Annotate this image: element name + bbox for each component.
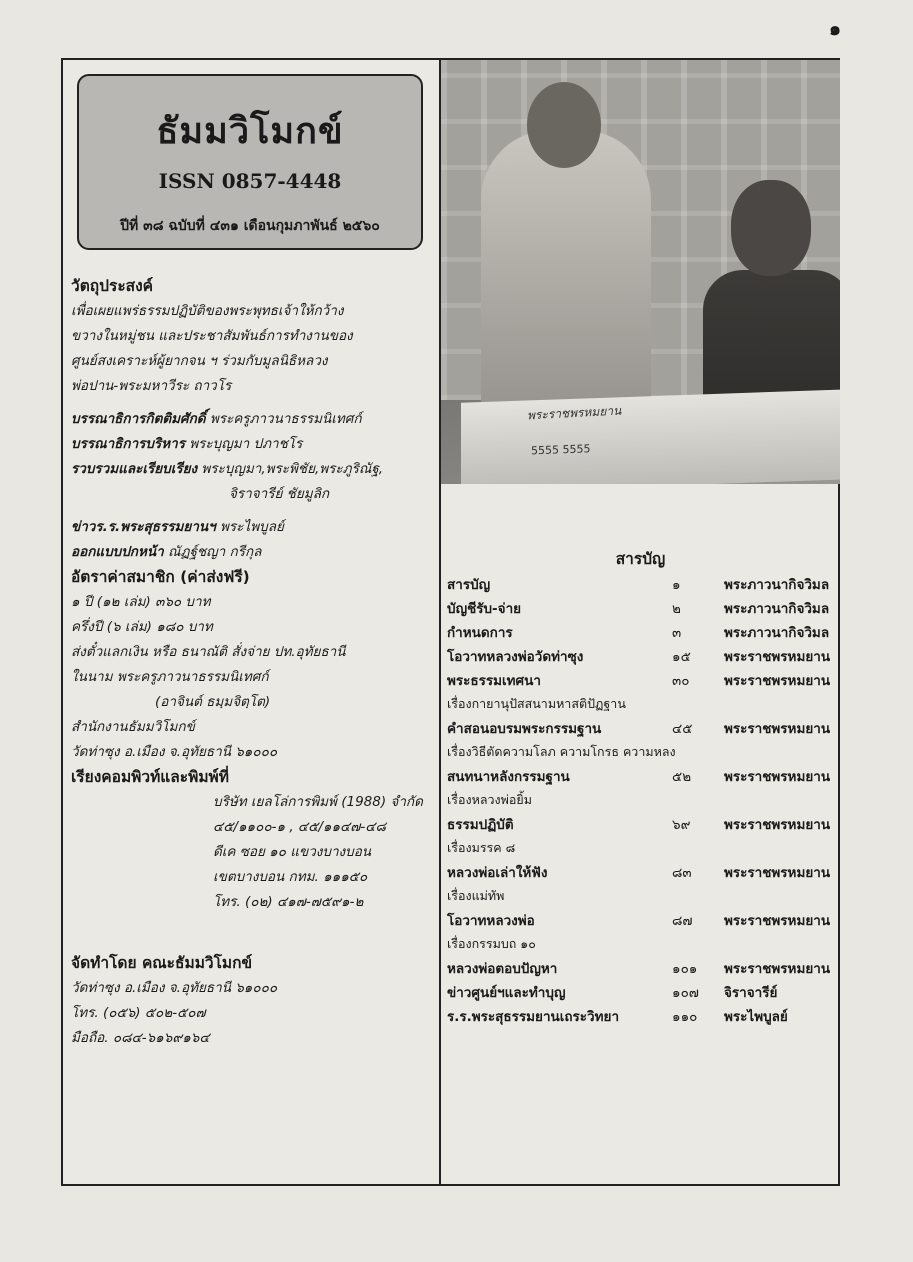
photo-keyboard-label: พระราชพรหมยาน [526, 403, 622, 423]
toc-entry-page: ๖๙ [672, 817, 691, 833]
toc-entry [447, 716, 839, 740]
toc-entry [447, 764, 839, 788]
subscription-line: ๑ ปี (๑๒ เล่ม) ๓๖๐ บาท [71, 594, 211, 610]
toc-entry [447, 668, 839, 692]
cover-photo [441, 60, 840, 484]
toc-entry-subtitle: เรื่องหลวงพ่อยิ้ม [447, 792, 532, 807]
toc-entry [447, 956, 839, 980]
toc-entry [447, 860, 839, 884]
toc-entry-subtitle: เรื่องมรรค ๘ [447, 840, 516, 855]
photo-keys-text: 5555 5555 [531, 442, 591, 458]
toc-entry [447, 596, 839, 620]
toc-entry-author: พระราชพรหมยาน [724, 865, 831, 881]
subscription-line: (อาจินต์ ธมฺมจิตฺโต) [155, 694, 271, 710]
objective-line: เพื่อเผยแพร่ธรรมปฏิบัติของพระพุทธเจ้าให้กว้าง [71, 303, 344, 319]
subscription-line: ครึ่งปี (๖ เล่ม) ๑๘๐ บาท [71, 619, 213, 635]
objective-line: พ่อปาน-พระมหาวีระ ถาวโร [71, 378, 232, 394]
objective-line: ศูนย์สงเคราะห์ผู้ยากจน ฯ ร่วมกับมูลนิธิหลวง [71, 353, 328, 369]
objective-line: ขวางในหมู่ชน และประชาสัมพันธ์การทำงานของ [71, 328, 353, 344]
toc-entry-title: ธรรมปฏิบัติ [447, 817, 514, 833]
toc-entry-title: โอวาทหลวงพ่อ [447, 913, 535, 929]
page-frame [61, 58, 840, 1186]
issn: ISSN 0857-4448 [158, 169, 342, 193]
toc-entry-subtitle: เรื่องกายานุปัสสนามหาสติปัฏฐาน [447, 696, 626, 711]
toc-entry-page: ๓ [672, 625, 682, 641]
printer-line: โทร. (๐๒) ๔๑๗-๗๕๙๑-๒ [213, 894, 364, 910]
magazine-title: ธัมมวิโมกข์ [156, 110, 344, 152]
toc-entry-page: ๒ [672, 601, 681, 617]
subscription-line: ส่งตั๋วแลกเงิน หรือ ธนาณัติ สั่งจ่าย ปท.อุทัยธานี [71, 644, 346, 660]
toc-entry-author: พระภาวนากิจวิมล [724, 577, 830, 593]
left-column [71, 274, 433, 1051]
printer-heading: เรียงคอมพิวท์และพิมพ์ที่ [71, 768, 229, 786]
toc-entry-page: ๘๗ [672, 913, 693, 929]
staff-compiler: รวบรวมและเรียบเรียง พระบุญมา,พระพิชัย,พระภูริณัฐ, [71, 461, 384, 477]
toc-entry-author: พระราชพรหมยาน [724, 721, 831, 737]
toc-entry-page: ๑๐๗ [672, 985, 699, 1001]
toc-entry-title: หลวงพ่อเล่าให้ฟัง [447, 865, 548, 881]
publisher-line: วัดท่าซุง อ.เมือง จ.อุทัยธานี ๖๑๐๐๐ [71, 980, 278, 996]
staff-cover: ออกแบบปกหน้า ณัฏฐ์ชญา กรีกุล [71, 544, 262, 560]
toc-entry-title: โอวาทหลวงพ่อวัดท่าซุง [447, 649, 584, 665]
toc-entry-subtitle: เรื่องวิธีตัดความโลภ ความโกรธ ความหลง [447, 744, 676, 759]
toc-entry-page: ๕๒ [672, 769, 692, 785]
masthead-box [77, 74, 423, 250]
issue-info: ปีที่ ๓๘ ฉบับที่ ๔๓๑ เดือนกุมภาพันธ์ ๒๕๖๐ [120, 218, 380, 234]
photo-keyboard [461, 389, 840, 484]
toc-entry-author: จิราจารีย์ [724, 985, 778, 1001]
toc-entry-page: ๓๐ [672, 673, 690, 689]
toc-entry-title: หลวงพ่อตอบปัญหา [447, 961, 558, 977]
publisher-heading: จัดทำโดย คณะธัมมวิโมกข์ [71, 954, 253, 972]
toc-entry-subtitle: เรื่องกรรมบถ ๑๐ [447, 936, 536, 951]
page-number: ๑ [828, 18, 841, 40]
publisher-line: โทร. (๐๕๖) ๕๐๒-๕๐๗ [71, 1005, 206, 1021]
toc-entry [447, 980, 839, 1004]
toc-entry-author: พระราชพรหมยาน [724, 961, 831, 977]
printer-line: ๔๕/๑๑๐๐-๑ , ๔๕/๑๑๔๗-๔๘ [213, 819, 386, 835]
printer-line: เขตบางบอน กทม. ๑๑๑๕๐ [213, 869, 368, 885]
printer-line: บริษัท เยลโล่การพิมพ์ (1988) จำกัด [213, 794, 423, 810]
toc-entry-page: ๑๕ [672, 649, 691, 665]
staff-managing-editor: บรรณาธิการบริหาร พระบุญมา ปภาชโร [71, 436, 303, 452]
subscription-heading: อัตราค่าสมาชิก (ค่าส่งฟรี) [71, 568, 250, 586]
table-of-contents [447, 572, 839, 1028]
toc-entry-page: ๔๕ [672, 721, 693, 737]
toc-entry-page: ๘๓ [672, 865, 692, 881]
toc-entry-subtitle: เรื่องแม่ทัพ [447, 888, 505, 903]
toc-entry-title: ร.ร.พระสุธรรมยานเถระวิทยา [447, 1009, 620, 1025]
staff-honorary-editor: บรรณาธิการกิตติมศักดิ์ พระครูภาวนาธรรมนิเทศก์ [71, 411, 362, 427]
toc-entry [447, 812, 839, 836]
toc-entry-title: สารบัญ [447, 577, 491, 593]
toc-entry-author: พระราชพรหมยาน [724, 649, 831, 665]
toc-entry [447, 620, 839, 644]
toc-entry-author: พระราชพรหมยาน [724, 913, 831, 929]
toc-entry [447, 1004, 839, 1028]
toc-entry-title: พระธรรมเทศนา [447, 673, 541, 689]
toc-entry [447, 644, 839, 668]
toc-entry [447, 572, 839, 596]
toc-entry-author: พระไพบูลย์ [724, 1009, 788, 1025]
publisher-line: มือถือ. ๐๘๔-๖๑๖๙๑๖๔ [71, 1030, 210, 1046]
toc-entry-title: ข่าวศูนย์ฯและทำบุญ [447, 985, 566, 1001]
photo-monk-head [527, 82, 601, 168]
toc-entry-author: พระราชพรหมยาน [724, 817, 831, 833]
printer-line: ดีเค ซอย ๑๐ แขวงบางบอน [213, 844, 372, 860]
photo-officer-head [731, 180, 811, 276]
staff-news: ข่าวร.ร.พระสุธรรมยานฯ พระไพบูลย์ [71, 519, 284, 535]
toc-entry-author: พระภาวนากิจวิมล [724, 625, 830, 641]
toc-entry-title: กำหนดการ [447, 625, 513, 641]
toc-entry-author: พระราชพรหมยาน [724, 673, 831, 689]
toc-entry-author: พระราชพรหมยาน [724, 769, 831, 785]
toc-entry-author: พระภาวนากิจวิมล [724, 601, 830, 617]
subscription-line: ในนาม พระครูภาวนาธรรมนิเทศก์ [71, 669, 269, 685]
toc-entry-page: ๑๑๐ [672, 1009, 698, 1025]
subscription-line: สำนักงานธัมมวิโมกข์ [71, 719, 195, 735]
toc-entry [447, 908, 839, 932]
objective-heading: วัตถุประสงค์ [71, 277, 154, 295]
toc-entry-page: ๑๐๑ [672, 961, 698, 977]
toc-entry-title: สนทนาหลังกรรมฐาน [447, 769, 570, 785]
subscription-line: วัดท่าซุง อ.เมือง จ.อุทัยธานี ๖๑๐๐๐ [71, 744, 278, 760]
toc-entry-title: คำสอนอบรมพระกรรมฐาน [447, 721, 602, 737]
staff-compiler-2: จิราจารีย์ ชัยมูลิก [229, 486, 330, 502]
toc-entry-title: บัญชีรับ-จ่าย [447, 601, 522, 617]
toc-entry-page: ๑ [672, 577, 681, 593]
toc-title: สารบัญ [615, 550, 666, 568]
